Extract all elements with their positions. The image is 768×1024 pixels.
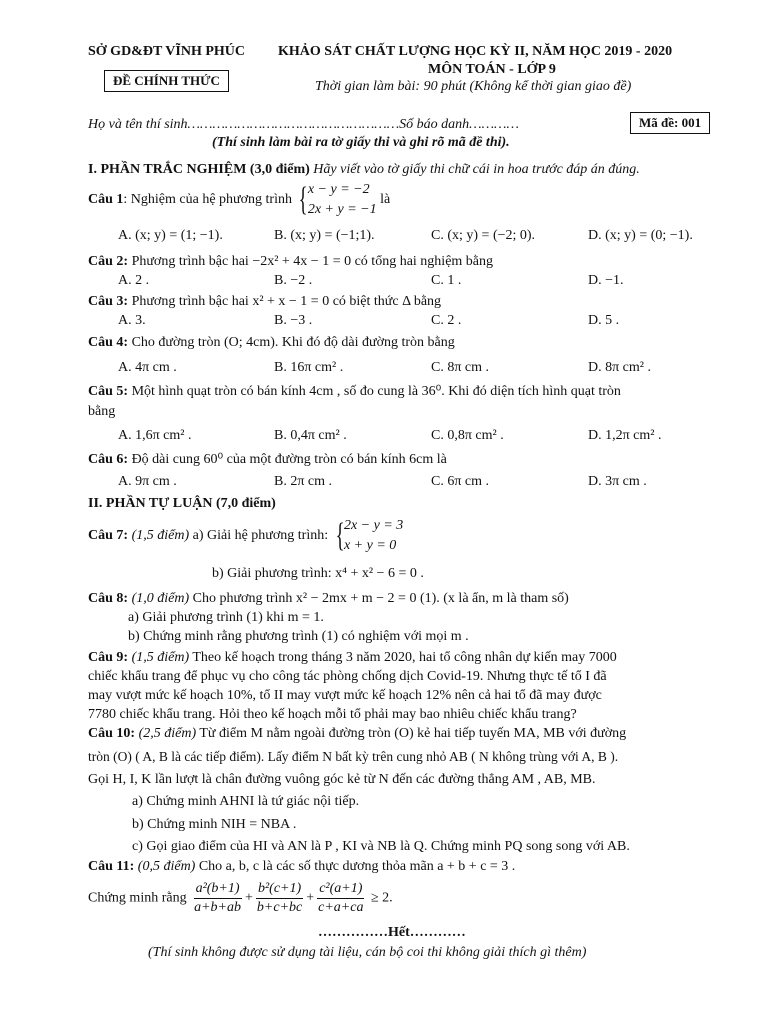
question-points: (1,5 điểm) (131, 650, 190, 665)
question-label: Câu 7: (88, 528, 129, 544)
option-b: B. −3 . (274, 313, 313, 328)
question-7-part-b: b) Giải phương trình: x⁴ + x² − 6 = 0 . (212, 566, 424, 581)
option-b: B. −2 . (274, 273, 313, 288)
question-text: Theo kế hoạch trong tháng 3 năm 2020, hai tổ công nhân dự kiến may 7000 (192, 650, 617, 665)
option-a: A. 9π cm . (118, 474, 177, 489)
option-d: D. 3π cm . (588, 474, 647, 489)
question-10 (88, 726, 626, 742)
question-label: Câu 9: (88, 650, 129, 665)
question-text: Cho phương trình x² − 2mx + m − 2 = 0 (1). (x là ẩn, m là tham số) (192, 591, 569, 606)
part1-title: I. PHẦN TRẮC NGHIỆM (3,0 điểm) (88, 162, 310, 177)
equation-system (295, 180, 376, 220)
brace-symbol: { (299, 181, 309, 218)
question-label: Câu 8: (88, 591, 129, 606)
question-3 (88, 294, 441, 310)
question-label: Câu 4: (88, 335, 129, 350)
question-9-line: may vượt mức kế hoạch 10%, tổ II may vượt mức kế hoạch 12% nên cả hai tổ đã may được (88, 688, 602, 703)
option-c: C. 2 . (431, 313, 462, 328)
question-text: Độ dài cung 60⁰ của một đường tròn có bán kính 6cm là (131, 452, 447, 467)
option-c: C. 8π cm . (431, 360, 490, 375)
equation-system (332, 516, 404, 556)
part2-title: II. PHẦN TỰ LUẬN (7,0 điểm) (88, 496, 276, 511)
inequality-result: ≥ 2. (370, 890, 393, 906)
fraction-numerator: b²(c+1) (256, 880, 303, 899)
fraction-denominator: b+c+bc (256, 900, 303, 915)
option-d: D. 1,2π cm² . (588, 428, 662, 443)
question-points: (2,5 điểm) (138, 726, 197, 741)
department-name: SỞ GD&ĐT VĨNH PHÚC (88, 44, 246, 59)
question-label: Câu 3: (88, 294, 129, 309)
option-a: A. (x; y) = (1; −1). (118, 228, 223, 243)
option-d: D. 5 . (588, 313, 620, 328)
part1-instruction: Hãy viết vào tờ giấy thi chữ cái in hoa trước đáp án đúng. (313, 162, 640, 177)
question-points: (1,5 điểm) (131, 528, 190, 544)
equation-line: 2x − y = 3 (343, 518, 404, 533)
option-a: A. 4π cm . (118, 360, 177, 375)
question-10-part-c: c) Gọi giao điểm của HI và AN là P , KI và NB là Q. Chứng minh PQ song song với AB. (132, 839, 630, 854)
fraction-denominator: a+b+ab (194, 900, 241, 915)
exam-code: Mã đề: 001 (630, 112, 710, 134)
equation-line: x + y = 0 (343, 538, 397, 553)
official-label: ĐỀ CHÍNH THỨC (104, 70, 229, 92)
question-6 (88, 451, 447, 468)
option-d: D. (x; y) = (0; −1). (588, 228, 693, 243)
option-c: C. 1 . (431, 273, 462, 288)
option-d: D. −1. (588, 273, 624, 288)
instruction: (Thí sinh làm bài ra tờ giấy thi và ghi rõ mã đề thi). (212, 135, 510, 150)
question-9-line: 7780 chiếc khẩu trang. Hỏi theo kế hoạch mỗi tổ phải may bao nhiêu chiếc khẩu trang? (88, 707, 577, 722)
equation-line: x − y = −2 (307, 182, 370, 197)
fraction-denominator: c+a+ca (318, 900, 364, 915)
question-part-a: a) Giải hệ phương trình: (192, 528, 329, 544)
fraction (316, 880, 365, 917)
question-5-continued: bằng (88, 404, 116, 419)
fraction-numerator: c²(a+1) (317, 880, 364, 899)
question-text: Cho a, b, c là các số thực dương thỏa mãn a + b + c = 3 . (198, 859, 516, 874)
option-a: A. 3. (118, 313, 146, 328)
question-text: Cho đường tròn (O; 4cm). Khi đó độ dài đường tròn bằng (131, 335, 455, 350)
part1-heading (88, 162, 640, 178)
brace-symbol: { (335, 517, 345, 554)
inequality-line (88, 880, 393, 917)
question-9-line: chiếc khẩu trang để phục vụ cho công tác phòng chống dịch Covid-19. Nhưng thực tế tổ I đã (88, 669, 607, 684)
question-label: Câu 6: (88, 452, 129, 467)
question-label: Câu 5: (88, 384, 129, 399)
footer-note: (Thí sinh không được sử dụng tài liệu, cán bộ coi thi không giải thích gì thêm) (148, 945, 587, 960)
question-text: : Nghiệm của hệ phương trình (123, 192, 292, 208)
question-text: Phương trình bậc hai x² + x − 1 = 0 có biệt thức Δ bằng (131, 294, 442, 309)
question-text: Phương trình bậc hai −2x² + 4x − 1 = 0 có tổng hai nghiệm bằng (131, 254, 494, 269)
end-marker: ……………Hết………… (318, 925, 466, 940)
question-label: Câu 1 (88, 192, 124, 208)
question-10-part-a: a) Chứng minh AHNI là tứ giác nội tiếp. (132, 794, 360, 809)
question-tail: là (380, 192, 391, 208)
question-10-line: Gọi H, I, K lần lượt là chân đường vuông góc kẻ từ N đến các đường thẳng AM , AB, MB. (88, 772, 596, 787)
question-5 (88, 383, 621, 400)
question-2 (88, 254, 493, 270)
option-a: A. 1,6π cm² . (118, 428, 192, 443)
question-label: Câu 11: (88, 859, 135, 874)
option-b: B. 2π cm . (274, 474, 333, 489)
option-d: D. 8π cm² . (588, 360, 651, 375)
fraction-numerator: a²(b+1) (194, 880, 242, 899)
question-points: (0,5 điểm) (137, 859, 196, 874)
question-8-part-a: a) Giải phương trình (1) khi m = 1. (128, 610, 324, 625)
option-c: C. 6π cm . (431, 474, 490, 489)
option-c: C. 0,8π cm² . (431, 428, 504, 443)
plus-sign: + (245, 890, 253, 906)
question-points: (1,0 điểm) (131, 591, 190, 606)
question-9 (88, 650, 617, 666)
question-1 (88, 180, 390, 220)
option-c: C. (x; y) = (−2; 0). (431, 228, 536, 243)
question-11 (88, 859, 515, 875)
question-text: Từ điểm M nằm ngoài đường tròn (O) kẻ hai tiếp tuyến MA, MB với đường (199, 726, 627, 741)
question-label: Câu 2: (88, 254, 129, 269)
question-10-part-b: b) Chứng minh NIH = NBA . (132, 817, 297, 832)
fraction (255, 880, 304, 917)
option-b: B. 16π cm² . (274, 360, 344, 375)
subject-title: MÔN TOÁN - LỚP 9 (428, 62, 556, 77)
question-8-part-b: b) Chứng minh rằng phương trình (1) có nghiệm với mọi m . (128, 629, 469, 644)
fraction (192, 880, 243, 917)
question-text: Một hình quạt tròn có bán kính 4cm , số đo cung là 36⁰. Khi đó diện tích hình quạt tròn (131, 384, 621, 399)
option-a: A. 2 . (118, 273, 150, 288)
question-4 (88, 335, 455, 351)
time-note: Thời gian làm bài: 90 phút (Không kể thời gian giao đề) (315, 79, 632, 94)
plus-sign: + (306, 890, 315, 906)
exam-title: KHẢO SÁT CHẤT LƯỢNG HỌC KỲ II, NĂM HỌC 2019 - 2020 (278, 44, 673, 59)
candidate-line: Họ và tên thí sinh……………………………………………Số báo danh………… (88, 117, 519, 132)
question-label: Câu 10: (88, 726, 136, 741)
option-b: B. (x; y) = (−1;1). (274, 228, 375, 243)
question-10-line: tròn (O) ( A, B là các tiếp điểm). Lấy điểm N bất kỳ trên cung nhỏ AB ( N không trùng với A, B ). (88, 749, 619, 764)
question-7 (88, 516, 403, 556)
option-b: B. 0,4π cm² . (274, 428, 347, 443)
equation-line: 2x + y = −1 (307, 202, 377, 217)
question-8 (88, 591, 569, 607)
prove-label: Chứng minh rằng (88, 890, 187, 906)
